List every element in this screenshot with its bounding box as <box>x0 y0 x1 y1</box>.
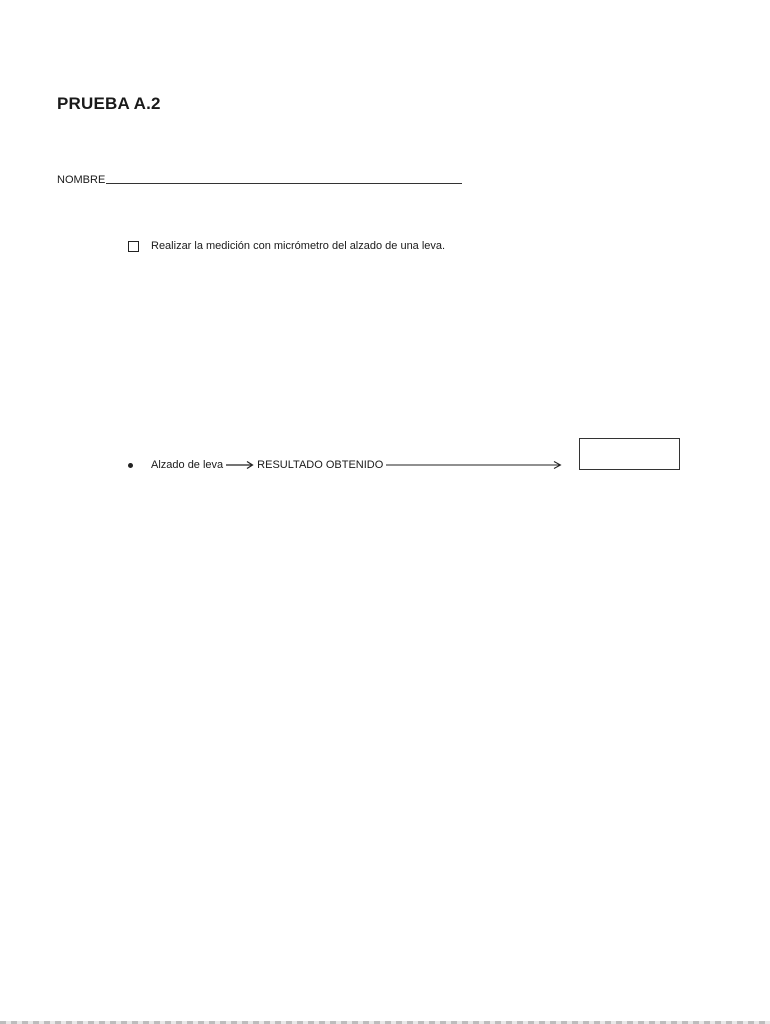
task-item <box>128 240 445 252</box>
arrow-right-icon <box>386 460 562 470</box>
result-item <box>128 459 562 471</box>
checkbox-icon[interactable] <box>128 241 139 252</box>
result-label: RESULTADO OBTENIDO <box>257 459 384 471</box>
result-item-label: Alzado de leva <box>151 459 224 471</box>
task-text: Realizar la medición con micrómetro del alzado de una leva. <box>151 240 446 252</box>
arrow-right-icon <box>226 460 254 470</box>
name-field <box>57 174 462 186</box>
name-label: NOMBRE <box>57 174 106 186</box>
bullet-icon <box>128 463 133 468</box>
result-value-box[interactable] <box>579 438 680 470</box>
name-input-line[interactable] <box>106 183 462 184</box>
page-title: PRUEBA A.2 <box>57 94 161 113</box>
